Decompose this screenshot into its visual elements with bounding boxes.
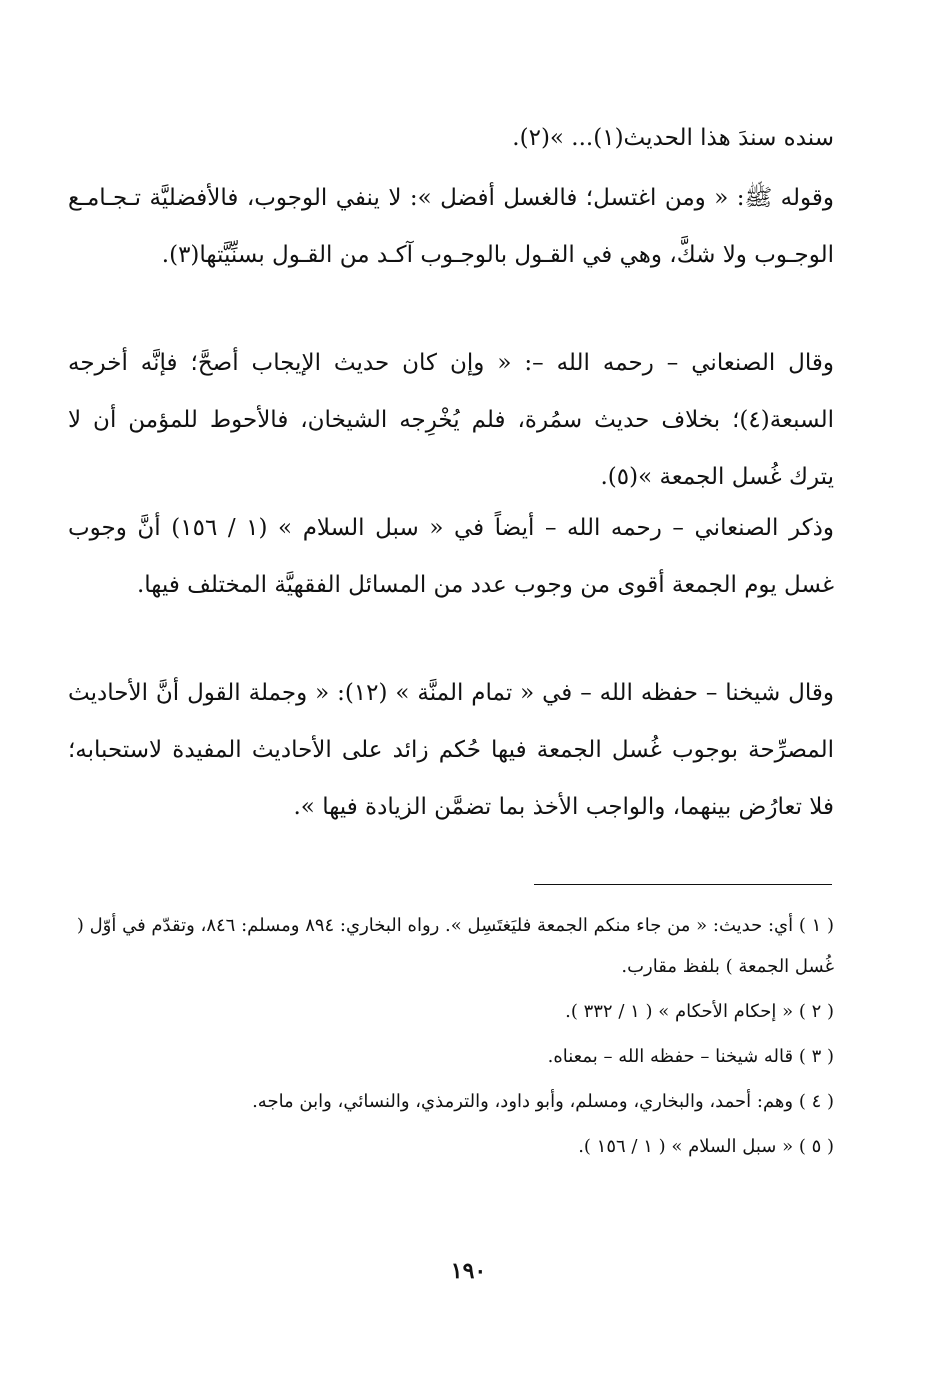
body-paragraph: وقال شيخنا – حفظه الله – في « تمام المنَّة » (١٢): « وجملة القول أنَّ الأحاديث المصرِّحة بوجوب غُسل الجمعة فيها حُكم زائد على الأحاديث المفيدة لاستحبابه؛ فلا تعارُض بينهما، والواجب الأخذ بما تضمَّن الزيادة فيها ». [68, 680, 834, 820]
footnote: ( ٣ ) قاله شيخنا – حفظه الله – بمعناه. [547, 1046, 834, 1067]
footnote: ( ٥ ) « سبل السلام » ( ١ / ١٥٦ ). [578, 1136, 834, 1157]
footnotes-section [68, 905, 834, 1171]
body-paragraph: وقوله ﷺ: « ومن اغتسل؛ فالغسل أفضل »: لا ينفي الوجوب، فالأفضليَّة تـجـامـع الوجـوب ولا شكَّ، وهي في القـول بالوجـوب آكـد من القـول بسنِّيَّتها(٣). [68, 185, 834, 268]
page-number: ١٩٠ [450, 1258, 487, 1284]
body-paragraph: سنده سندَ هذا الحديث(١)... »(٢). [512, 125, 834, 151]
footnote: ( ٢ ) « إحكام الأحكام » ( ١ / ٣٣٢ ). [565, 1001, 834, 1022]
footnote-separator [534, 884, 832, 885]
body-paragraph: وقال الصنعاني – رحمه الله –: « وإن كان حديث الإيجاب أصحَّ؛ فإنَّه أخرجه السبعة(٤)؛ بخلاف حديث سمُرة، فلم يُخْرِجه الشيخان، فالأحوط للمؤمن أن لا يترك غُسل الجمعة »(٥). [68, 350, 834, 490]
body-paragraph: وذكر الصنعاني – رحمه الله – أيضاً في « سبل السلام » (١ / ١٥٦) أنَّ وجوب غسل يوم الجمعة أقوى من وجوب عدد من المسائل الفقهيَّة المختلف فيها. [68, 515, 834, 598]
footnote: ( ٤ ) وهم: أحمد، والبخاري، ومسلم، وأبو داود، والترمذي، والنسائي، وابن ماجه. [252, 1091, 834, 1112]
footnote: ( ١ ) أي: حديث: « من جاء منكم الجمعة فليَغتَسِل ». رواه البخاري: ٨٩٤ ومسلم: ٨٤٦، وتقدّم في أوّل ( غُسل الجمعة ) بلفظ مقارب. [76, 915, 834, 977]
